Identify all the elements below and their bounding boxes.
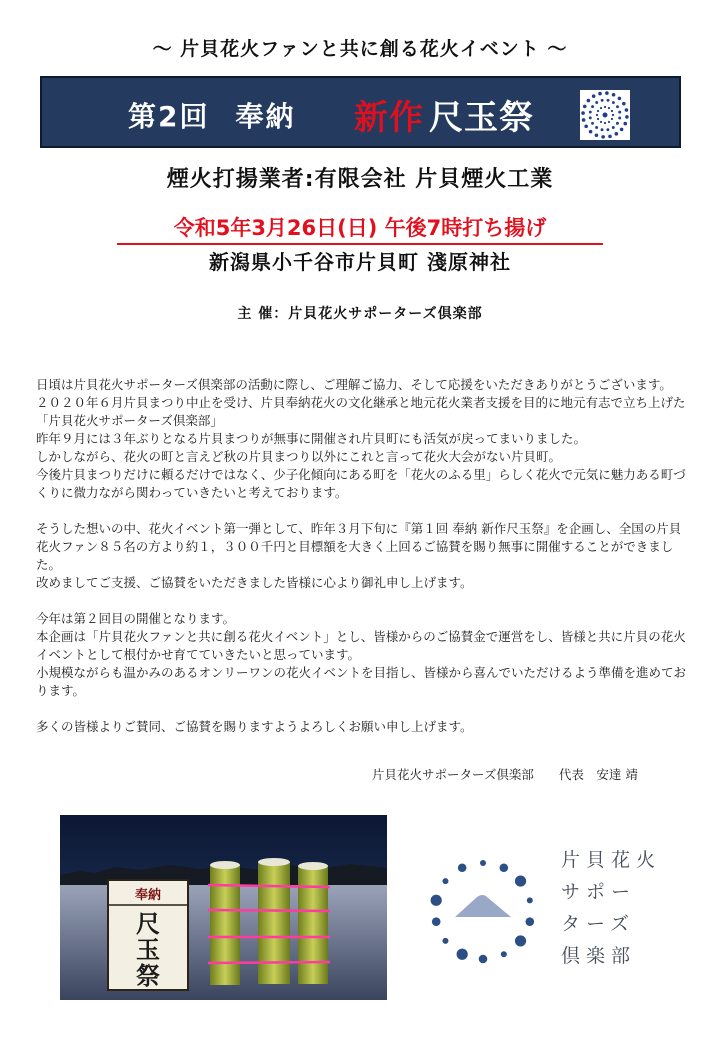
body-paragraph: 今後片貝まつりだけに頼るだけではなく、少子化傾向にある町を「花火のふる里」らしく花火で元気に魅力ある町づくりに微力ながら関わっていきたいと考えております。 bbox=[36, 467, 686, 500]
event-date: 令和5年3月26日(日) 午後7時打ち揚げ bbox=[117, 212, 603, 245]
logo-text-line-1: 片貝花火 bbox=[561, 849, 662, 871]
body-paragraph: 多くの皆様よりご賛同、ご協賛を賜りますようよろしくお願い申し上げます。 bbox=[36, 719, 473, 734]
logo-dot bbox=[432, 917, 441, 926]
launch-tube-1 bbox=[210, 861, 240, 985]
title-banner bbox=[40, 76, 681, 148]
body-paragraph: そうした想いの中、花火イベント第一弾として、昨年３月下旬に『第１回 奉納 新作尺玉祭』を企画し、全国の片貝花火ファン８５名の方より約１，３００千円と目標額を大きく上回るご協賛を賜り無事に開催することができました。 bbox=[36, 521, 682, 572]
logo-dot bbox=[526, 917, 535, 926]
logo-dot bbox=[442, 878, 448, 884]
logo-dot bbox=[480, 860, 486, 866]
banner-dedication: 奉納 bbox=[235, 100, 296, 133]
lantern-char-1: 尺 bbox=[136, 909, 160, 938]
event-subtitle: ～ 片貝花火ファンと共に創る花火イベント ～ bbox=[152, 38, 568, 60]
lantern-label-top: 奉納 bbox=[134, 888, 162, 903]
logo-text-line-3: ターズ bbox=[561, 913, 636, 935]
launch-tube-2 bbox=[258, 858, 290, 984]
body-paragraph: 小規模ながらも温かみのあるオンリーワンの花火イベントを目指し、皆様から喜んでいただけるよう準備を進めております。 bbox=[36, 665, 687, 698]
event-location: 新潟県小千谷市片貝町 淺原神社 bbox=[209, 250, 511, 274]
logo-text-line-2: サポー bbox=[561, 881, 637, 903]
logo-dot bbox=[479, 955, 488, 964]
logo-text-line-4: 倶楽部 bbox=[561, 945, 637, 967]
lantern-sign bbox=[108, 880, 188, 990]
logo-dot bbox=[457, 949, 468, 960]
event-organizer: 主 催：片貝花火サポーターズ倶楽部 bbox=[237, 306, 483, 322]
body-paragraph: しかしながら、花火の町と言えど秋の片貝まつり以外にこれと言って花火大会がない片貝町。 bbox=[36, 449, 562, 464]
body-paragraph: 日頃は片貝花火サポーターズ倶楽部の活動に際し、ご理解ご協力、そして応援をいただきありがとうございます。 bbox=[36, 377, 672, 392]
body-paragraph: ２０２０年６月片貝まつり中止を受け、片貝奉納花火の文化継承と地元花火業者支援を目的に地元有志で立ち上げた「片貝花火サポーターズ倶楽部」 bbox=[36, 395, 686, 428]
body-paragraph: 今年は第２回目の開催となります。 bbox=[36, 611, 236, 626]
logo-dot bbox=[431, 895, 442, 906]
night-scene-illustration bbox=[60, 815, 387, 1000]
launch-tube-3 bbox=[298, 862, 328, 984]
banner-title-white: 尺玉祭 bbox=[429, 98, 534, 138]
body-text bbox=[36, 376, 688, 736]
paragraph-spacer bbox=[36, 502, 688, 520]
banner-title-red: 新作 bbox=[354, 98, 424, 138]
lantern-char-3: 祭 bbox=[136, 961, 160, 990]
logo-dot bbox=[501, 951, 507, 957]
banner-edition bbox=[128, 95, 296, 135]
body-paragraph: 改めましてご支援、ご協賛をいただきました皆様に心より御礼申し上げます。 bbox=[36, 575, 473, 590]
signature: 片貝花火サポーターズ倶楽部 代表 安達 靖 bbox=[372, 767, 638, 782]
lantern-char-2: 玉 bbox=[136, 935, 160, 964]
mountain-icon bbox=[455, 895, 511, 917]
banner-edition-number: 第2回 bbox=[128, 100, 210, 133]
logo-dot bbox=[500, 863, 509, 872]
body-paragraph: 本企画は「片貝花火ファンと共に創る花火イベント」とし、皆様からのご協賛金で運営をし、皆様と共に片貝の花火イベントとして根付かせ育てていきたいと思っています。 bbox=[36, 629, 686, 662]
logo-mark bbox=[425, 845, 545, 980]
firework-icon bbox=[580, 90, 630, 140]
logo-dot bbox=[515, 875, 526, 886]
fireworks-operator: 煙火打揚業者:有限会社 片貝煙火工業 bbox=[166, 167, 554, 192]
logo-dot bbox=[515, 935, 526, 946]
event-photo bbox=[60, 815, 387, 1000]
paragraph-spacer bbox=[36, 700, 688, 718]
paragraph-spacer bbox=[36, 592, 688, 610]
supporters-club-logo bbox=[425, 845, 675, 980]
logo-dot bbox=[442, 938, 448, 944]
logo-dot bbox=[527, 897, 533, 903]
body-paragraph: 昨年９月には３年ぶりとなる片貝まつりが無事に開催され片貝町にも活気が戻ってまいりました。 bbox=[36, 431, 587, 446]
logo-dot bbox=[458, 863, 467, 872]
